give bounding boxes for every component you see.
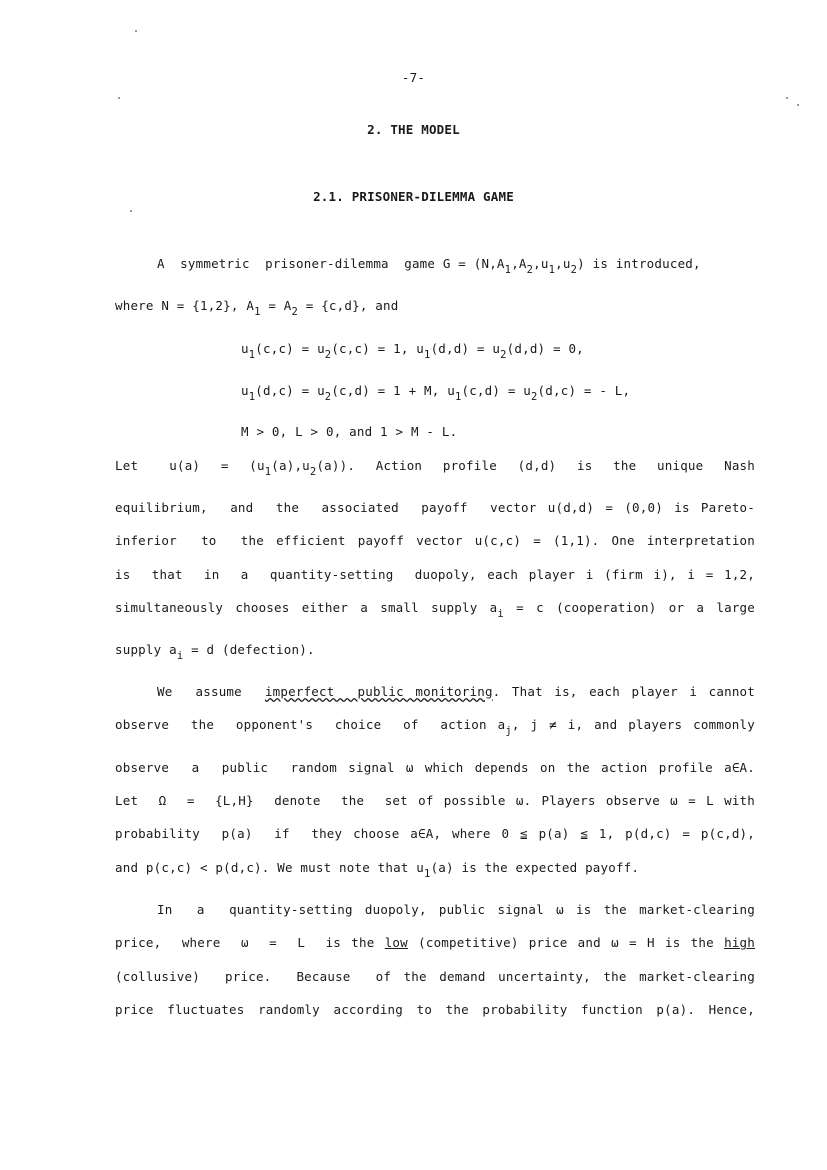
paragraph-line: Let Ω = {L,H} denote the set of possible ω. Players observe ω = L with (115, 793, 755, 808)
paragraph-line: Let $u(a) = (u_1(a),u_2(a))$. Action profile (d,d) is the unique Nash (115, 458, 755, 478)
equation-line: M > 0, L > 0, and 1 > M - L. (241, 424, 458, 439)
page-number: -7- (401, 70, 426, 85)
paragraph-line: observe the opponent's choice of action $a_j$, j ≠ i, and players commonly (115, 717, 755, 737)
paragraph-line: (collusive) price. Because of the demand uncertainty, the market-clearing (115, 969, 755, 984)
scan-speck (786, 97, 788, 99)
paragraph-line: is that in a quantity-setting duopoly, each player i (firm i), i = 1,2, (115, 567, 755, 582)
scan-speck (135, 30, 137, 32)
paragraph-line: supply $a_i = d$ (defection). (115, 642, 315, 662)
paragraph-line: price, where ω = L is the low (competitive) price and ω = H is the high (115, 935, 755, 950)
emphasized-term: imperfect public monitoring (264, 684, 493, 699)
scan-speck (797, 104, 799, 106)
paragraph-line: observe a public random signal ω which depends on the action profile a∈A. (115, 760, 755, 775)
scan-speck (130, 210, 132, 212)
equation-line: $u_1(c,c) = u_2(c,c) = 1$, $u_1(d,d) = u_2(d,d) = 0$, (241, 341, 584, 361)
underlined-word: low (384, 935, 408, 950)
scan-speck (118, 97, 120, 99)
equation-line: $u_1(d,c) = u_2(c,d) = 1 + M$, $u_1(c,d) = u_2(d,c)$ = - L, (241, 383, 631, 403)
paragraph-line: price fluctuates randomly according to the probability function p(a). Hence, (115, 1002, 755, 1017)
paragraph-line: A symmetric prisoner-dilemma game $G = (N,A_1,A_2,u_1,u_2)$ is introduced, (157, 256, 701, 276)
paragraph-line: where N = {1,2}, $A_1 = A_2 = \{c,d\}$, and (115, 298, 399, 318)
paragraph-line: We assume imperfect public monitoring. That is, each player i cannot (157, 684, 755, 699)
paragraph-line: inferior to the efficient payoff vector u(c,c) = (1,1). One interpretation (115, 533, 755, 548)
subsection-heading: 2.1. PRISONER-DILEMMA GAME (313, 189, 514, 204)
section-heading: 2. THE MODEL (367, 122, 460, 137)
paragraph-line: simultaneously chooses either a small supply $a_i = c$ (cooperation) or a large (115, 600, 755, 620)
paragraph-line: In a quantity-setting duopoly, public signal ω is the market-clearing (157, 902, 755, 917)
paragraph-line: equilibrium, and the associated payoff vector u(d,d) = (0,0) is Pareto- (115, 500, 755, 515)
paragraph-line: probability p(a) if they choose a∈A, where 0 ≦ p(a) ≦ 1, p(d,c) = p(c,d), (115, 826, 755, 841)
underlined-word: high (724, 935, 755, 950)
paragraph-line: and p(c,c) < p(d,c). We must note that $u_1(a)$ is the expected payoff. (115, 860, 640, 880)
